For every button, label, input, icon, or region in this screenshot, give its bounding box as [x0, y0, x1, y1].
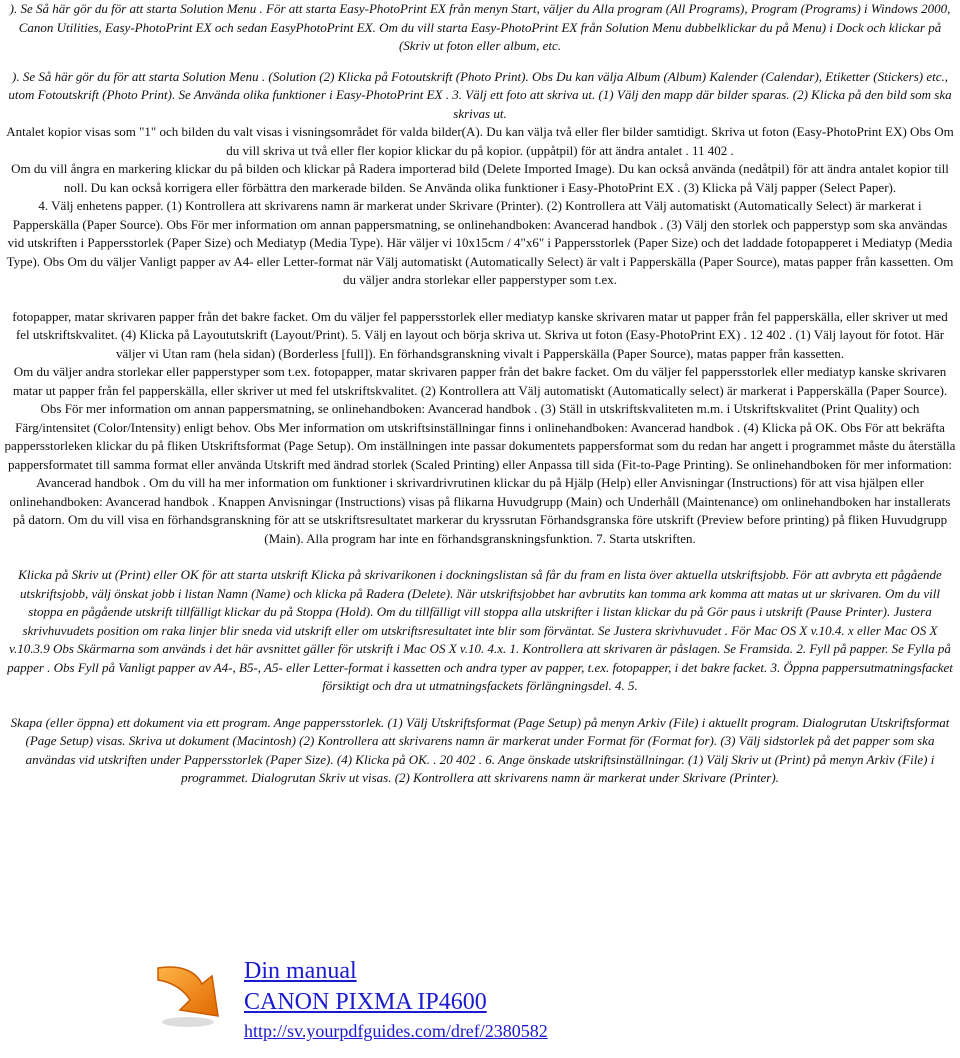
orange-arrow-icon: [152, 958, 232, 1030]
paragraph-6: fotopapper, matar skrivaren papper från det bakre facket. Om du väljer fel pappersstorlek eller mediatyp kanske skrivaren matar ut papper från fel papperskälla, eller skriver ut med fel utskriftskvalitet. (4) Klicka på Layoututskrift (Layout/Print). 5. Välj en layout och börja skriva ut. Skriva ut foton (Easy-PhotoPrint EX) . 12 402 . (1) Välj layout för fotot. Här väljer vi Utan ram (hela sidan) (Borderless [full]). En förhandsgranskning vivalt i Papperskälla (Paper Source), matas papper från kassetten.: [12, 308, 948, 361]
model-link[interactable]: CANON PIXMA IP4600: [244, 989, 487, 1015]
paragraph-5: 4. Välj enhetens papper. (1) Kontrollera att skrivarens namn är markerat under Skrivare (Printer). (2) Kontrollera att Välj automatiskt (Automatically Select) är markerat i Papperskälla (Paper Source). Obs För mer information om annan pappersmatning, se onlinehandboken: Avancerad handbok . (3) Välj den storlek och papperstyp som ska användas vid utskriften i Pappersstorlek (Paper Size) och Mediatyp (Media Type). Här väljer vi 10x15cm / 4"x6" i Pappersstorlek (Paper Size) och det laddade fotopapperet i Mediatyp (Media Type). Obs Om du väljer Vanligt papper av A4- eller Letter-format när Välj automatiskt (Automatically Select) är valt i Papperskälla (Paper Source), matas papper från kassetten. Om du väljer andra storlekar eller papperstyper som t.ex.: [6, 198, 954, 287]
paragraph-10: Skapa (eller öppna) ett dokument via ett program. Ange pappersstorlek. (1) Välj Utskriftsformat (Page Setup) på menyn Arkiv (File) i aktuellt program. Dialogrutan Utskriftsformat (Page Setup) visas. Skriva ut dokument (Macintosh) (2) Kontrollera att skrivarens namn är markerat under Format för (Format for). (3) Välj sidstorlek på det papper som ska användas vid utskriften under Pappersstorlek (Paper Size). (4) Klicka på OK. . 20 402 . 6. Ange önskade utskriftsinställningar. (1) Välj Skriv ut (Print) på menyn Arkiv (File) i programmet. Dialogrutan Skriv ut visas. (2) Kontrollera att skrivarens namn är markerat under Skrivare (Printer).: [10, 714, 950, 785]
paragraph-2: ). Se Så här gör du för att starta Solution Menu . (Solution (2) Klicka på Fotoutskrift (Photo Print). Obs Du kan välja Album (Album) Kalender (Calendar), Etiketter (Stickers) etc., utom Fotoutskrift (Photo Print). Se Använda olika funktioner i Easy-PhotoPrint EX . 3. Välj ett foto att skriva ut. (1) Välj den mapp där bilder sparas. (2) Klicka på den bild som ska skrivas ut.: [8, 68, 952, 121]
footer-links: [0, 955, 960, 1055]
paragraph-8: Obs För mer information om annan pappersmatning, se onlinehandboken: Avancerad handbok . (3) Ställ in utskriftskvaliteten m.m. i Utskriftskvalitet (Print Quality) och Färg/intensitet (Color/Intensity) enligt behov. Obs Mer information om utskriftsinställningar finns i onlinehandboken: Avancerad handbok . (4) Klicka på OK. Obs För att bekräfta pappersstorleken klickar du på fliken Utskriftsformat (Page Setup). Om inställningen inte passar dokumentets pappersformat som du redan har angett i programmet måste du återställa pappersformatet till samma format eller använda Utskrift med ändrad storlek (Scaled Printing) eller Anpassa till sida (Fit-to-Page Printing). Se onlinehandboken för mer information: Avancerad handbok . Om du vill ha mer information om funktioner i skrivardrivrutinen klickar du på Hjälp (Help) eller Anvisningar (Instructions) för att visa hjälpen eller onlinehandboken: Avancerad handbok . Knappen Anvisningar (Instructions) visas på flikarna Huvudgrupp (Main) och Underhåll (Maintenance) om onlinehandboken har installerats på datorn. Om du vill visa en förhandsgranskning för att se utskriftsresultatet markerar du kryssrutan Förhandsgranska före utskrift (Preview before printing) på fliken Huvudgrupp (Main). Alla program har inte en förhandsgranskningsfunktion. 7. Starta utskriften.: [4, 401, 956, 546]
url-link[interactable]: http://sv.yourpdfguides.com/dref/2380582: [244, 1021, 548, 1041]
paragraph-3: Antalet kopior visas som "1" och bilden du valt visas i visningsområdet för valda bilder(A). Du kan välja två eller fler bilder samtidigt. Skriva ut foton (Easy-PhotoPrint EX) Obs Om du vill skriva ut två eller fler kopior klickar du på kopior. (uppåtpil) för att ändra antalet . 11 402 .: [6, 124, 954, 158]
paragraph-9: Klicka på Skriv ut (Print) eller OK för att starta utskrift Klicka på skrivarikonen i dockningslistan så får du fram en lista över aktuella utskriftsjobb. För att avbryta ett pågående utskriftsjobb, välj önskat jobb i listan Namn (Name) och klicka på Radera (Delete). När utskriftsjobbet har avbrutits kan tomma ark komma att matas ut ur skrivaren. Om du vill stoppa en pågående utskrift tillfälligt klickar du på Stoppa (Hold). Om du tillfälligt vill stoppa alla utskrifter i listan klickar du på Gör paus i utskrift (Pause Printer). Justera skrivhuvudets position om raka linjer blir sneda vid utskrift eller om utskriftsresultatet inte blir som förväntat. Se Justera skrivhuvudet . För Mac OS X v.10.4. x eller Mac OS X v.10.3.9 Obs Skärmarna som används i det här avsnittet gäller för utskrift i Mac OS X v.10. 4.x. 1. Kontrollera att skrivaren är påslagen. Se Framsida. 2. Fyll på papper. Se Fylla på papper . Obs Fyll på Vanligt papper av A4-, B5-, A5- eller Letter-format i kassetten och andra typer av papper, t.ex. fotopapper, i det bakre facket. 3. Öppna pappersutmatningsfacket försiktigt och dra ut utmatningsfackets förlängningsdel. 4. 5.: [7, 567, 953, 693]
paragraph-7: Om du väljer andra storlekar eller papperstyper som t.ex. fotopapper, matar skrivaren papper från det bakre facket. Om du väljer fel pappersstorlek eller mediatyp kanske skrivaren matar ut papper från fel papperskälla, eller skriver ut med fel utskriftskvalitet. (2) Kontrollera att Välj automatiskt (Automatically select) är markerat i Papperskälla (Paper Source).: [12, 364, 948, 398]
paragraph-1: ). Se Så här gör du för att starta Solution Menu . För att starta Easy-PhotoPrint EX från menyn Start, väljer du Alla program (All Programs), Program (Programs) i Windows 2000, Canon Utilities, Easy-PhotoPrint EX och sedan EasyPhotoPrint EX. Om du vill starta Easy-PhotoPrint EX från Solution Menu dubbelklickar du på Menu) i Dock och klickar på (Skriv ut foton eller album, etc.: [9, 1, 951, 53]
paragraph-4: Om du vill ångra en markering klickar du på bilden och klickar på Radera importerad bild (Delete Imported Image). Du kan också använda (nedåtpil) för att ändra antalet kopior till noll. Du kan också korrigera eller förbättra den markerade bilden. Se Använda olika funktioner i Easy-PhotoPrint EX . (3) Klicka på Välj papper (Select Paper).: [11, 161, 949, 195]
manual-link[interactable]: Din manual: [244, 958, 357, 984]
